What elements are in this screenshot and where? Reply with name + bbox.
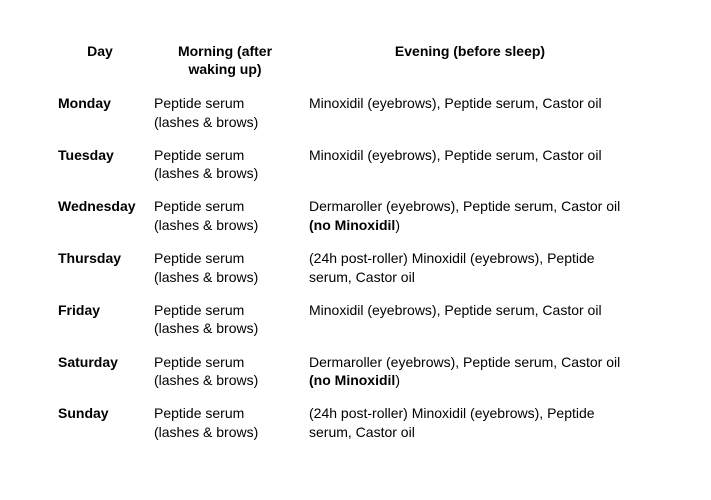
morning-cell [154,197,294,234]
morning-cell [154,146,294,183]
evening-text: ) [395,216,400,233]
morning-cell [154,249,294,286]
morning-text: (lashes & brows) [154,216,259,233]
morning-text: (lashes & brows) [154,423,259,440]
column-header-day: Day [87,43,113,59]
morning-text: Peptide serum [154,146,245,163]
evening-text-line2 [309,216,639,235]
morning-text: Peptide serum [154,405,245,422]
day-cell: Wednesday [58,198,136,215]
morning-cell [154,404,294,441]
day-cell: Saturday [58,353,118,370]
morning-cell [154,353,294,390]
table-row [0,353,711,397]
morning-text: Peptide serum [154,95,245,111]
table-row [0,146,711,190]
evening-cell [309,301,639,320]
morning-text: (lashes & brows) [154,113,259,130]
column-header-morning [160,42,290,78]
table-row [0,94,711,138]
day-cell: Tuesday [58,146,114,163]
evening-text: Dermaroller (eyebrows), Peptide serum, Castor oil [309,198,621,215]
morning-text: (lashes & brows) [154,372,259,388]
evening-text: serum, Castor oil [309,423,415,440]
morning-text: (lashes & brows) [154,165,259,182]
morning-text: Peptide serum [154,250,245,267]
day-cell: Monday [58,95,111,111]
evening-cell [309,249,639,286]
evening-text: ) [395,372,400,388]
column-header-evening: Evening (before sleep) [394,43,546,59]
morning-text: Peptide serum [154,301,245,318]
evening-cell [309,94,639,113]
evening-text: Minoxidil (eyebrows), Peptide serum, Castor oil [309,146,602,163]
table-row [0,197,711,241]
evening-text-line2 [309,371,639,390]
evening-text-line2 [309,268,639,287]
table-row [0,301,711,345]
column-header-morning-line2: waking up) [188,61,262,77]
table-row [0,404,711,448]
day-cell: Thursday [58,250,122,267]
column-header-morning-line1: Morning (after [177,43,273,59]
evening-text: (24h post-roller) Minoxidil (eyebrows), Peptide [309,250,595,267]
evening-text: (24h post-roller) Minoxidil (eyebrows), Peptide [309,405,595,422]
morning-text: Peptide serum [154,353,245,370]
evening-text: Dermaroller (eyebrows), Peptide serum, Castor oil [309,353,621,370]
no-minoxidil-note: (no Minoxidil [309,216,396,233]
evening-text: Minoxidil (eyebrows), Peptide serum, Castor oil [309,301,602,318]
no-minoxidil-note: (no Minoxidil [309,372,396,388]
morning-cell [154,94,294,131]
evening-text-line2 [309,423,639,442]
day-cell: Friday [58,301,101,318]
evening-text: Minoxidil (eyebrows), Peptide serum, Castor oil [309,95,602,111]
evening-cell [309,197,639,234]
morning-text: (lashes & brows) [154,320,259,337]
morning-text: Peptide serum [154,198,245,215]
day-cell: Sunday [58,405,109,422]
morning-cell [154,301,294,338]
evening-cell [309,353,639,390]
evening-text: serum, Castor oil [309,268,415,285]
evening-cell [309,146,639,165]
morning-text: (lashes & brows) [154,268,259,285]
table-row [0,249,711,293]
evening-cell [309,404,639,441]
